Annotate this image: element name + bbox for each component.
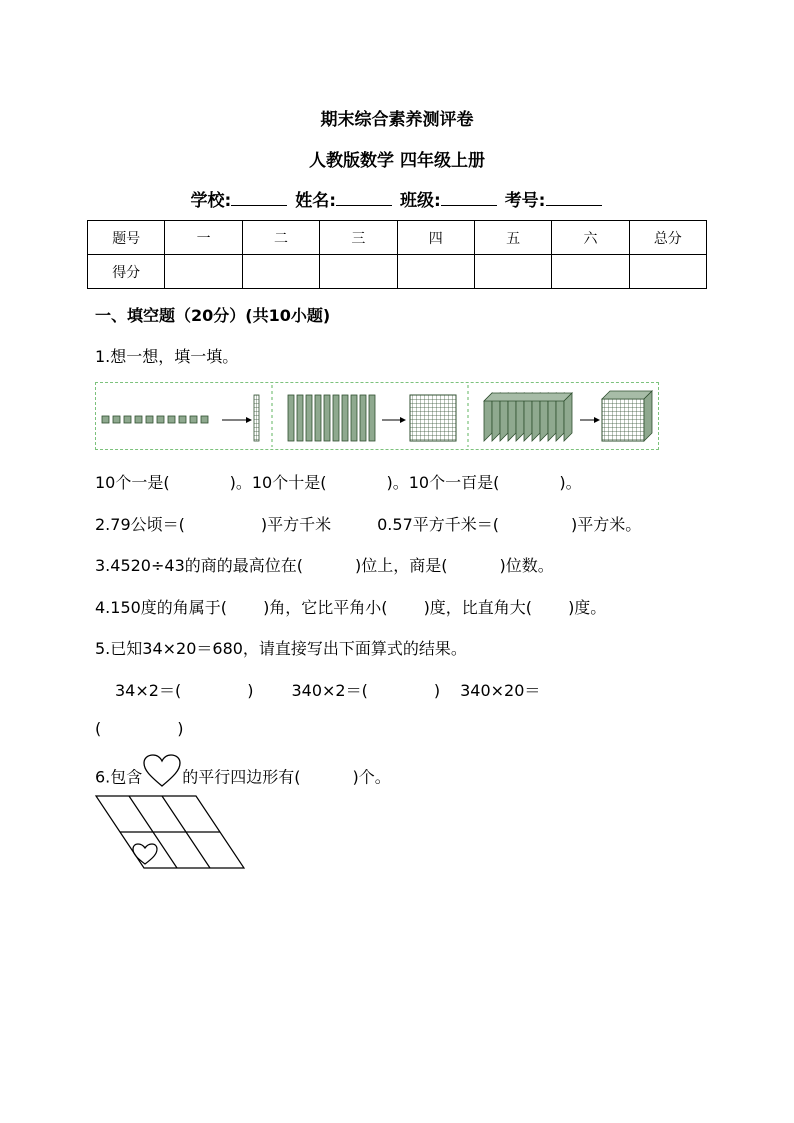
heart-icon xyxy=(142,754,182,790)
q2-text: )平方米。 xyxy=(571,515,642,534)
q6-text: )个。 xyxy=(352,767,391,787)
question-4 xyxy=(95,595,606,618)
score-cell[interactable] xyxy=(474,255,551,289)
school-label: 学校: xyxy=(190,191,232,211)
q6-text: 6.包含 xyxy=(95,767,143,787)
q4-text: )度。 xyxy=(568,598,607,617)
base-ten-blocks-figure xyxy=(95,382,659,450)
score-header-cell: 四 xyxy=(397,221,474,255)
question-1-answer-line xyxy=(95,470,582,493)
q4-text: )度，比直角大( xyxy=(423,598,533,617)
question-5-expressions xyxy=(115,678,540,701)
hundred-flat xyxy=(410,395,456,441)
score-header-cell: 题号 xyxy=(88,221,165,255)
hundred-flats-group xyxy=(484,393,572,441)
ten-rods-group xyxy=(288,395,375,441)
question-3 xyxy=(95,553,554,576)
arrow-icon xyxy=(382,417,406,423)
q4-text: 4.150度的角属于( xyxy=(95,598,228,617)
q2-text: )平方千米 xyxy=(260,515,332,534)
q5-text: ) xyxy=(433,681,441,700)
ten-rod xyxy=(254,395,259,441)
q1-text: )。 xyxy=(559,473,582,492)
q3-text: 3.4520÷43的商的最高位在( xyxy=(95,556,303,575)
parallelogram-grid-figure xyxy=(92,793,248,871)
question-2 xyxy=(95,512,641,535)
q2-text: 2.79公顷＝( xyxy=(95,515,185,534)
score-cell[interactable] xyxy=(320,255,397,289)
q5-text: ) xyxy=(247,681,254,700)
score-cell[interactable] xyxy=(397,255,474,289)
exam-number-label: 考号: xyxy=(504,191,546,211)
class-blank[interactable] xyxy=(441,191,497,206)
q2-text: 0.57平方千米＝( xyxy=(377,515,499,534)
q1-text: 10个一是( xyxy=(95,473,170,492)
q4-text: )角，它比平角小( xyxy=(263,598,388,617)
q3-text: )位数。 xyxy=(499,556,554,575)
score-table-header-row xyxy=(88,221,707,255)
q1-text: )。10个十是( xyxy=(229,473,327,492)
score-header-cell: 六 xyxy=(552,221,629,255)
question-6 xyxy=(95,760,391,796)
student-info-line xyxy=(0,186,794,211)
school-blank[interactable] xyxy=(231,191,287,206)
section-heading: 一、填空题（20分）(共10小题) xyxy=(95,306,331,325)
question-5-prompt: 5.已知34×20＝680，请直接写出下面算式的结果。 xyxy=(95,639,467,658)
score-header-cell: 五 xyxy=(474,221,551,255)
base-ten-blocks-illustration xyxy=(96,383,660,451)
score-header-cell: 一 xyxy=(165,221,242,255)
q5-text: 340×2＝( xyxy=(291,681,368,700)
score-cell[interactable] xyxy=(165,255,242,289)
arrow-icon xyxy=(580,417,600,423)
q5-text: ) xyxy=(177,719,184,738)
q1-text: )。10个一百是( xyxy=(386,473,500,492)
thousand-cube xyxy=(602,391,652,441)
q5-text: 34×2＝( xyxy=(115,681,182,700)
q6-text: 的平行四边形有( xyxy=(182,767,301,787)
score-cell[interactable] xyxy=(242,255,319,289)
class-label: 班级: xyxy=(399,191,441,211)
exam-number-blank[interactable] xyxy=(546,191,602,206)
exam-subtitle: 人教版数学 四年级上册 xyxy=(309,151,485,171)
heart-icon xyxy=(133,844,157,864)
score-header-cell: 总分 xyxy=(629,221,706,255)
score-row-label: 得分 xyxy=(88,255,165,289)
score-table-score-row xyxy=(88,255,707,289)
arrow-icon xyxy=(222,417,252,423)
score-cell[interactable] xyxy=(552,255,629,289)
name-label: 姓名: xyxy=(295,191,337,211)
question-1-prompt: 1.想一想，填一填。 xyxy=(95,347,239,366)
score-header-cell: 三 xyxy=(320,221,397,255)
name-blank[interactable] xyxy=(336,191,392,206)
score-header-cell: 二 xyxy=(242,221,319,255)
question-5-wrap xyxy=(95,719,184,738)
score-table xyxy=(87,220,707,289)
q5-text: 340×20＝ xyxy=(460,681,541,700)
q5-text: ( xyxy=(95,719,102,738)
exam-title: 期末综合素养测评卷 xyxy=(320,110,474,130)
unit-cubes xyxy=(102,416,208,423)
q3-text: )位上，商是( xyxy=(355,556,448,575)
score-cell[interactable] xyxy=(629,255,706,289)
